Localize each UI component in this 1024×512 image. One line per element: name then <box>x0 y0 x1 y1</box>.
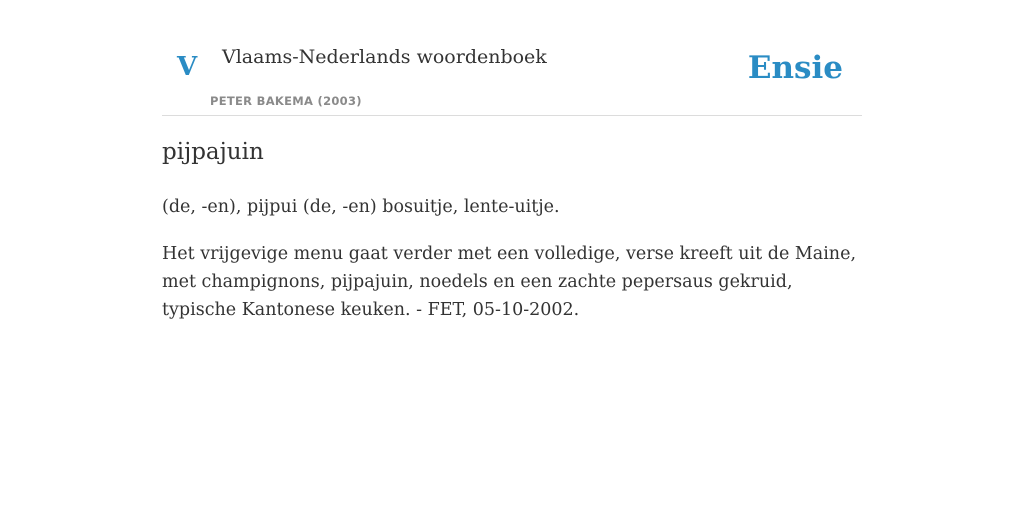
definition-text: (de, -en), pijpui (de, -en) bosuitje, lente-uitje. <box>162 197 560 217</box>
headword: pijpajuin <box>162 139 264 165</box>
dictionary-title[interactable]: Vlaams-Nederlands woordenboek <box>222 46 547 68</box>
dictionary-author: PETER BAKEMA (2003) <box>210 94 362 108</box>
example-quote: Het vrijgevige menu gaat verder met een volledige, verse kreeft uit de Maine, met champignons, pijpajuin, noedels en een zachte pepersaus gekruid, typische Kantonese keuken. - FET, 05-10-2002. <box>162 244 857 320</box>
source-logo[interactable]: V <box>177 52 198 82</box>
ensie-logo[interactable]: Ensie <box>747 50 843 86</box>
source-header <box>162 38 862 116</box>
